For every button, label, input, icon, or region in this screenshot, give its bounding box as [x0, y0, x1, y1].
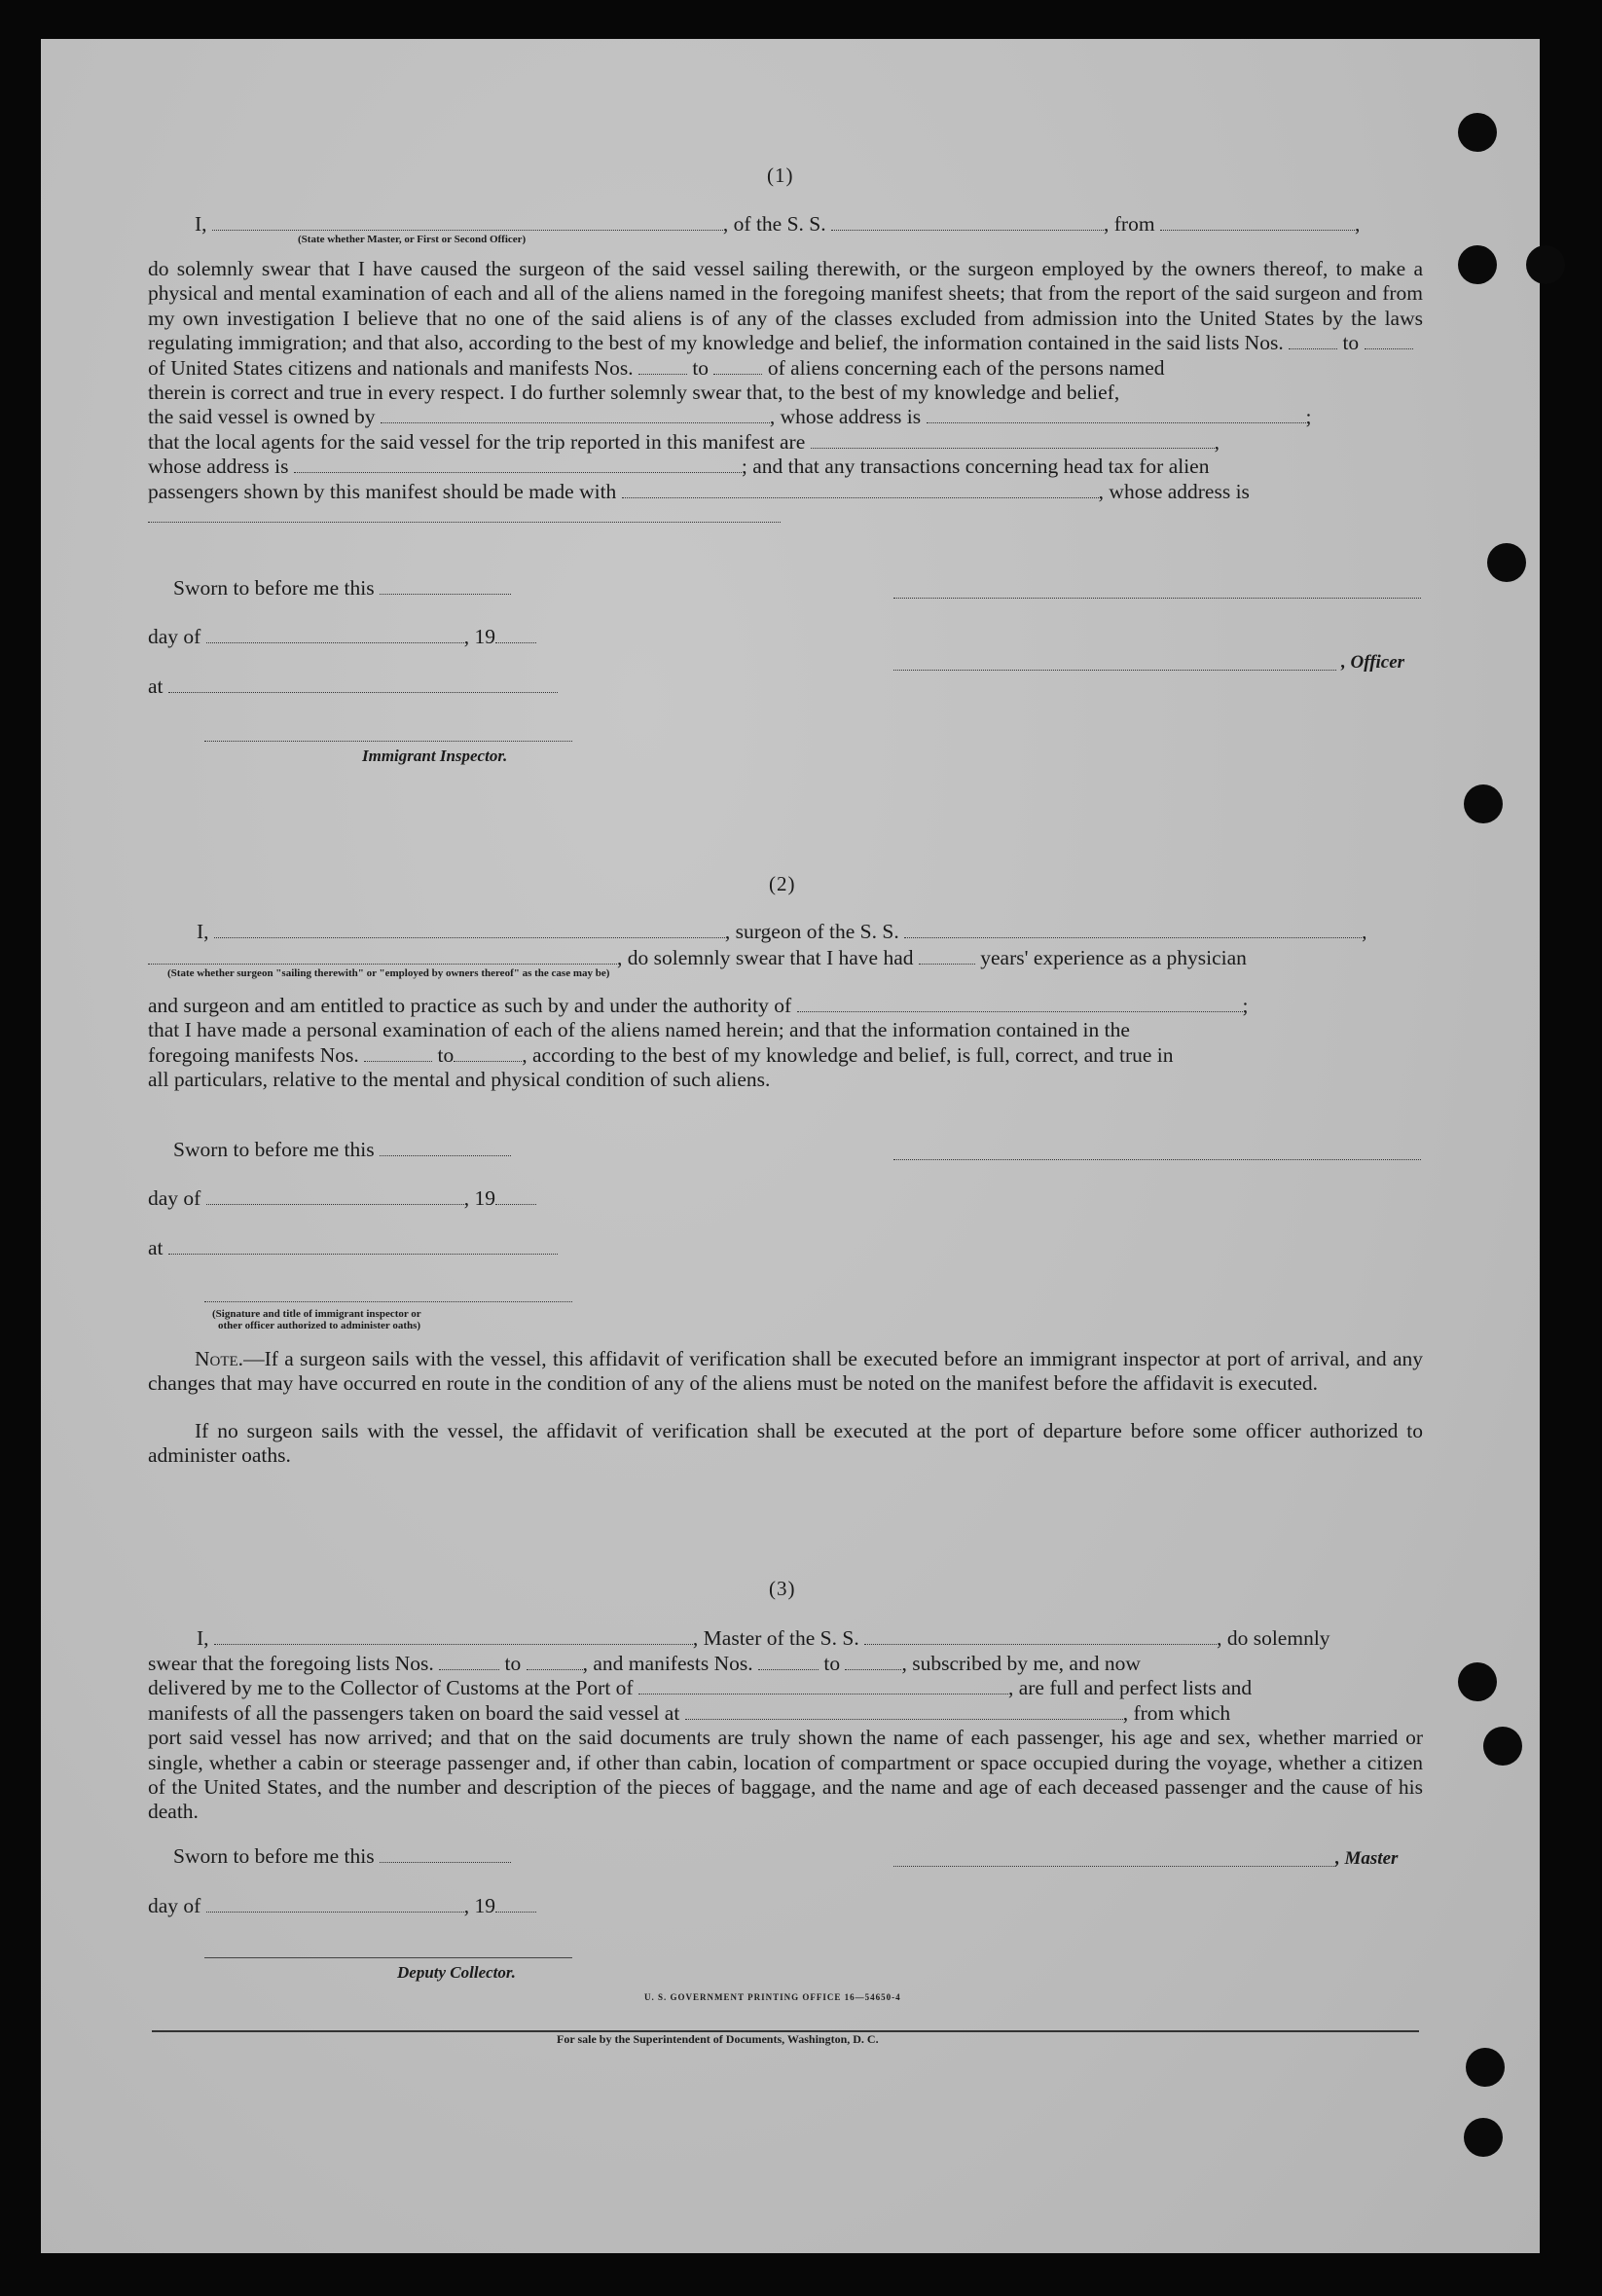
month-field[interactable] [206, 1894, 464, 1913]
year-field[interactable] [495, 1186, 536, 1205]
vessel-name-field[interactable] [831, 212, 1104, 231]
section-3-sworn [173, 1844, 511, 1869]
text: to [692, 355, 710, 380]
manifests-to-field[interactable] [845, 1652, 901, 1670]
inspector-signature-line[interactable] [204, 741, 572, 742]
punch-hole [1483, 1727, 1522, 1766]
text: , 19 [463, 1894, 495, 1917]
text: to [504, 1652, 522, 1675]
section-3-line-1 [197, 1626, 1330, 1651]
text: day of [148, 625, 201, 648]
year-field[interactable] [495, 625, 536, 643]
alien-manifest-from-field[interactable] [638, 356, 687, 375]
text: Sworn to before me this [173, 576, 375, 600]
text: , subscribed by me, and now [901, 1652, 1141, 1675]
manifest-to-field[interactable] [454, 1043, 522, 1062]
section-3-number: (3) [769, 1577, 796, 1600]
text: , whose address is [769, 405, 922, 429]
text: , from which [1122, 1700, 1231, 1725]
collector-signature-line[interactable] [204, 1957, 572, 1958]
signature-note-line-2: other officer authorized to administer oaths) [218, 1320, 421, 1331]
section-2-line-1 [197, 920, 1366, 944]
text: I, [197, 920, 209, 943]
surgeon-name-field[interactable] [214, 920, 725, 938]
section-2-day-of [148, 1186, 536, 1211]
text: of United States citizens and nationals and manifests Nos. [148, 355, 634, 380]
surgeon-status-field[interactable] [148, 946, 617, 965]
text: the said vessel is owned by [148, 405, 376, 429]
year-field[interactable] [495, 1894, 536, 1913]
section-3-paragraph [148, 1652, 1423, 1825]
surgeon-vessel-field[interactable] [904, 920, 1362, 938]
printing-office-imprint: U. S. GOVERNMENT PRINTING OFFICE 16—54650-4 [644, 1992, 901, 2002]
note-label: Note. [195, 1347, 244, 1370]
boarding-port-field[interactable] [685, 1701, 1123, 1720]
text: ; [1305, 405, 1312, 429]
text: , according to the best of my knowledge and belief, is full, correct, and true in [522, 1042, 1174, 1067]
text: , 19 [463, 1186, 495, 1210]
section-1-paragraph [148, 257, 1423, 528]
punch-hole [1526, 245, 1565, 284]
text: , are full and perfect lists and [1007, 1676, 1253, 1700]
text: , [1354, 212, 1361, 236]
section-1-day-of [148, 625, 536, 649]
text: delivered by me to the Collector of Customs at the Port of [148, 1676, 634, 1700]
inspector-label: Immigrant Inspector. [362, 747, 508, 765]
section-1-sworn [173, 576, 511, 601]
footer-text: For sale by the Superintendent of Documents, Washington, D. C. [557, 2032, 879, 2046]
text: , and manifests Nos. [582, 1652, 753, 1675]
text: , [1362, 920, 1367, 943]
local-agents-field[interactable] [811, 430, 1215, 449]
text: day of [148, 1894, 201, 1917]
master-label: , Master [1335, 1848, 1399, 1869]
manifest-from-field[interactable] [364, 1043, 432, 1062]
section-2-number: (2) [769, 872, 796, 895]
signature-note-line-1: (Signature and title of immigrant inspector or [212, 1308, 421, 1320]
text: to [437, 1042, 455, 1067]
text: ; and that any transactions concerning head tax for alien [741, 455, 1210, 479]
text: , from [1104, 212, 1155, 236]
authority-field[interactable] [797, 994, 1243, 1012]
alien-manifest-to-field[interactable] [713, 356, 762, 375]
text: years' experience as a physician [980, 946, 1247, 969]
section-2-at [148, 1236, 558, 1260]
text: foregoing manifests Nos. [148, 1042, 359, 1067]
owner-address-field[interactable] [927, 405, 1306, 423]
text: of aliens concerning each of the persons named [767, 355, 1165, 380]
text: , whose address is [1098, 479, 1250, 503]
text: Sworn to before me this [173, 1138, 375, 1161]
section-2-sworn [173, 1138, 511, 1162]
vessel-owner-field[interactable] [381, 405, 770, 423]
text: Sworn to before me this [173, 1844, 375, 1868]
text: ; [1242, 994, 1249, 1017]
text: to [1342, 331, 1360, 355]
officer-label: , Officer [1341, 652, 1405, 673]
sworn-day-field[interactable] [380, 1844, 511, 1863]
text: therein is correct and true in every respect. I do further solemnly swear that, to the best of my knowledge and belief, [148, 381, 1120, 405]
text: to [823, 1652, 841, 1675]
punch-hole [1458, 1662, 1497, 1701]
officer-title-line[interactable] [893, 670, 1336, 671]
origin-port-field[interactable] [1160, 212, 1355, 231]
text: I, [197, 1626, 209, 1650]
text: and surgeon and am entitled to practice as such by and under the authority of [148, 994, 792, 1017]
text: swear that the foregoing lists Nos. [148, 1652, 434, 1675]
text: , 19 [463, 625, 495, 648]
officer-signature-line[interactable] [893, 598, 1421, 599]
text: , surgeon of the S. S. [724, 920, 899, 943]
location-field[interactable] [168, 674, 558, 693]
text: port said vessel has now arrived; and that on the said documents are truly shown the name of each passenger, his age and sex, whether married or single, whether a cabin or steerage passenger and, if other than cabin, location of compartment or space occupied during the voyage, whether a citizen of the United States, and the number and description of the pieces of baggage, and the name and age of each deceased passenger and the cause of his death. [148, 1726, 1423, 1824]
inspector-signature-line[interactable] [204, 1301, 572, 1302]
text: , Master of the S. S. [692, 1626, 859, 1650]
text: at [148, 1236, 164, 1259]
text: whose address is [148, 455, 289, 479]
text: do solemnly swear that I have caused the surgeon of the said vessel sailing therewith, or the surgeon employed by the owners thereof, to make a physical and mental examination of each and all of the aliens named in the foregoing manifest sheets; that from the report of the said surgeon and from my own investigation I believe that no one of the said aliens is of any of the classes excluded from admission into the United States by the laws regulating immigration; and that also, according to the best of my knowledge and belief, the information contained in the said lists Nos. [148, 257, 1423, 355]
text: , do solemnly [1217, 1626, 1330, 1650]
section-2-paragraph [148, 994, 1423, 1093]
citizen-list-to-field[interactable] [1365, 331, 1413, 349]
punch-hole [1464, 784, 1503, 823]
text: all particulars, relative to the mental and physical condition of such aliens. [148, 1068, 771, 1092]
section-1-at [148, 674, 558, 699]
month-field[interactable] [206, 625, 464, 643]
surgeon-status-note: (State whether surgeon "sailing therewith" or "employed by owners thereof" as the case may be) [167, 967, 610, 979]
month-field[interactable] [206, 1186, 464, 1205]
text: —If a surgeon sails with the vessel, this affidavit of verification shall be executed before an immigrant inspector at port of arrival, and any changes that may have occurred en route in the condition of any of the aliens must be noted on the manifest before the affidavit is executed. [148, 1347, 1423, 1395]
surgeon-note [148, 1347, 1423, 1395]
master-vessel-field[interactable] [864, 1626, 1217, 1645]
officer-name-field[interactable] [212, 212, 723, 231]
agents-address-field[interactable] [294, 455, 742, 473]
punch-hole [1458, 113, 1497, 152]
text: , of the S. S. [722, 212, 826, 236]
text: passengers shown by this manifest should be made with [148, 479, 617, 503]
collector-label: Deputy Collector. [397, 1963, 516, 1982]
text: , do solemnly swear that I have had [617, 946, 914, 969]
head-tax-address-field[interactable] [148, 504, 781, 523]
years-experience-field[interactable] [919, 946, 975, 965]
manifests-from-field[interactable] [758, 1652, 819, 1670]
officer-rank-note: (State whether Master, or First or Second Officer) [298, 234, 527, 245]
text: If no surgeon sails with the vessel, the affidavit of verification shall be executed at the port of departure before some officer authorized to administer oaths. [148, 1419, 1423, 1467]
master-signature-line[interactable] [893, 1866, 1336, 1867]
sworn-day-field[interactable] [380, 1138, 511, 1156]
surgeon-note-2 [148, 1419, 1423, 1467]
port-of-arrival-field[interactable] [638, 1676, 1008, 1695]
text: manifests of all the passengers taken on board the said vessel at [148, 1700, 680, 1725]
text: , [1214, 429, 1220, 454]
punch-hole [1458, 245, 1497, 284]
lists-to-field[interactable] [527, 1652, 583, 1670]
punch-hole [1464, 2118, 1503, 2157]
master-name-field[interactable] [214, 1626, 693, 1645]
text: that I have made a personal examination of each of the aliens named herein; and that the information contained in the [148, 1018, 1130, 1042]
punch-hole [1466, 2048, 1505, 2087]
sworn-day-field[interactable] [380, 576, 511, 595]
lists-from-field[interactable] [439, 1652, 499, 1670]
punch-hole [1487, 543, 1526, 582]
location-field[interactable] [168, 1236, 558, 1255]
section-3-day-of [148, 1894, 536, 1918]
text: that the local agents for the said vessel for the trip reported in this manifest are [148, 429, 806, 454]
section-1-number: (1) [767, 164, 794, 187]
citizen-list-from-field[interactable] [1289, 331, 1337, 349]
surgeon-signature-line[interactable] [893, 1159, 1421, 1160]
head-tax-party-field[interactable] [622, 480, 1099, 498]
text: I, [195, 212, 207, 236]
text: day of [148, 1186, 201, 1210]
text: at [148, 674, 164, 698]
